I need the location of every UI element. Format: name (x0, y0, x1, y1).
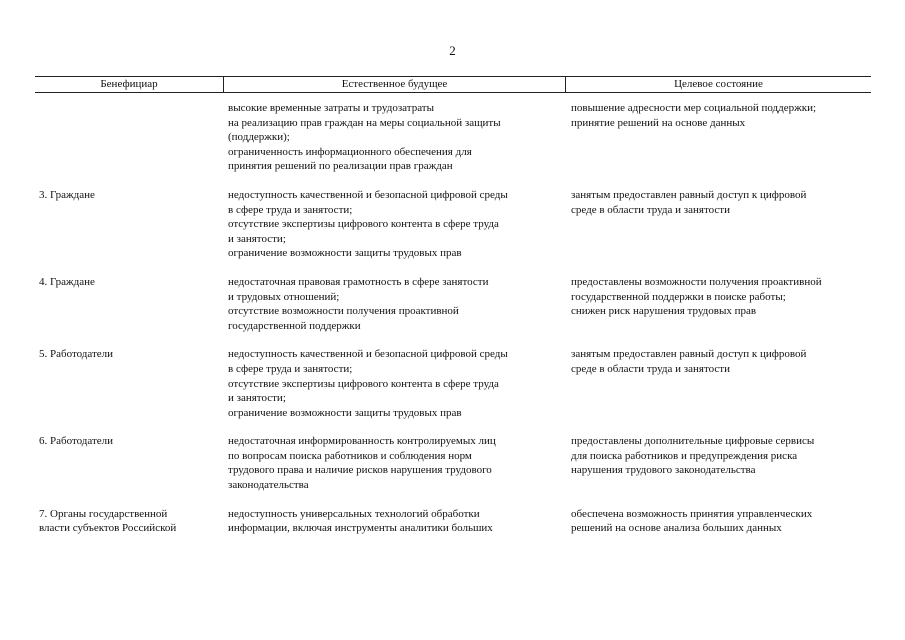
target-state-cell (565, 101, 871, 174)
cell-text-line: 7. Органы государственной (39, 507, 168, 520)
target-state-cell (565, 434, 871, 492)
cell-text-line: для поиска работников и предупреждения риска (571, 449, 798, 462)
natural-future-cell (223, 275, 565, 333)
beneficiary-cell (35, 434, 223, 492)
cell-text-line: отсутствие экспертизы цифрового контента в сфере труда (228, 218, 499, 231)
table-row (35, 347, 871, 420)
natural-future-cell (223, 507, 565, 536)
cell-text-line: 4. Граждане (39, 275, 95, 288)
cell-text-line: в сфере труда и занятости; (228, 203, 353, 216)
cell-text-line: и трудовых отношений; (228, 290, 340, 303)
cell-text-line: ограниченность информационного обеспечения для (228, 145, 472, 158)
cell-text-line: недоступность качественной и безопасной цифровой среды (228, 348, 508, 361)
cell-text-line: предоставлены возможности получения проактивной (571, 275, 822, 288)
cell-text-line: на реализацию прав граждан на меры социальной защиты (228, 116, 501, 129)
beneficiary-cell (35, 507, 223, 536)
table-row (35, 434, 871, 492)
cell-text-line: среде в области труда и занятости (571, 203, 730, 216)
table-header-row (35, 76, 871, 93)
beneficiary-table (35, 76, 871, 550)
cell-text-line: ограничение возможности защиты трудовых прав (228, 247, 462, 260)
cell-text-line: законодательства (228, 479, 309, 492)
cell-text-line: снижен риск нарушения трудовых прав (571, 305, 757, 318)
table-row (35, 101, 871, 174)
cell-text-line: информации, включая инструменты аналитики больших (228, 522, 493, 535)
cell-text-line: решений на основе анализа больших данных (571, 522, 782, 535)
table-row (35, 507, 871, 536)
cell-text-line: 6. Работодатели (39, 435, 114, 448)
cell-text-line: (поддержки); (228, 131, 290, 144)
cell-text-line: ограничение возможности защиты трудовых прав (228, 406, 462, 419)
table-body (35, 93, 871, 536)
target-state-cell (565, 275, 871, 333)
beneficiary-cell (35, 188, 223, 261)
cell-text-line: обеспечена возможность принятия управленческих (571, 507, 813, 520)
cell-text-line: среде в области труда и занятости (571, 362, 730, 375)
natural-future-cell (223, 347, 565, 420)
target-state-cell (565, 188, 871, 261)
column-header-target-state: Целевое состояние (565, 77, 871, 92)
cell-text-line: власти субъектов Российской (39, 522, 177, 535)
column-header-beneficiary: Бенефициар (100, 78, 158, 90)
natural-future-cell (223, 101, 565, 174)
cell-text-line: отсутствие возможности получения проактивной (228, 305, 459, 318)
table-row (35, 188, 871, 261)
cell-text-line: принятия решений по реализации прав граждан (228, 160, 453, 173)
cell-text-line: недостаточная информированность контролируемых лиц (228, 435, 496, 448)
cell-text-line: предоставлены дополнительные цифровые сервисы (571, 435, 815, 448)
beneficiary-cell (35, 101, 223, 174)
natural-future-cell (223, 188, 565, 261)
cell-text-line: занятым предоставлен равный доступ к цифровой (571, 348, 807, 361)
natural-future-cell (223, 434, 565, 492)
cell-text-line: недоступность качественной и безопасной цифровой среды (228, 188, 508, 201)
target-state-cell (565, 347, 871, 420)
cell-text-line: недоступность универсальных технологий обработки (228, 507, 480, 520)
cell-text-line: нарушения трудового законодательства (571, 464, 756, 477)
cell-text-line: отсутствие экспертизы цифрового контента в сфере труда (228, 377, 499, 390)
page-number: 2 (449, 43, 456, 58)
table-row (35, 275, 871, 333)
cell-text-line: по вопросам поиска работников и соблюдения норм (228, 449, 472, 462)
cell-text-line: 5. Работодатели (39, 348, 114, 361)
cell-text-line: 3. Граждане (39, 188, 95, 201)
cell-text-line: занятым предоставлен равный доступ к цифровой (571, 188, 807, 201)
cell-text-line: повышение адресности мер социальной поддержки; (571, 102, 817, 114)
cell-text-line: высокие временные затраты и трудозатраты (228, 102, 434, 114)
target-state-cell (565, 507, 871, 536)
beneficiary-cell (35, 275, 223, 333)
cell-text-line: трудового права и наличие рисков нарушения трудового (228, 464, 492, 477)
cell-text-line: и занятости; (228, 232, 286, 245)
cell-text-line: государственной поддержки в поиске работы; (571, 290, 786, 303)
cell-text-line: в сфере труда и занятости; (228, 362, 353, 375)
cell-text-line: и занятости; (228, 392, 286, 405)
cell-text-line: принятие решений на основе данных (571, 116, 746, 129)
cell-text-line: недостаточная правовая грамотность в сфере занятости (228, 275, 489, 288)
cell-text-line: государственной поддержки (228, 319, 361, 332)
beneficiary-cell (35, 347, 223, 420)
column-header-natural-future: Естественное будущее (223, 77, 565, 92)
